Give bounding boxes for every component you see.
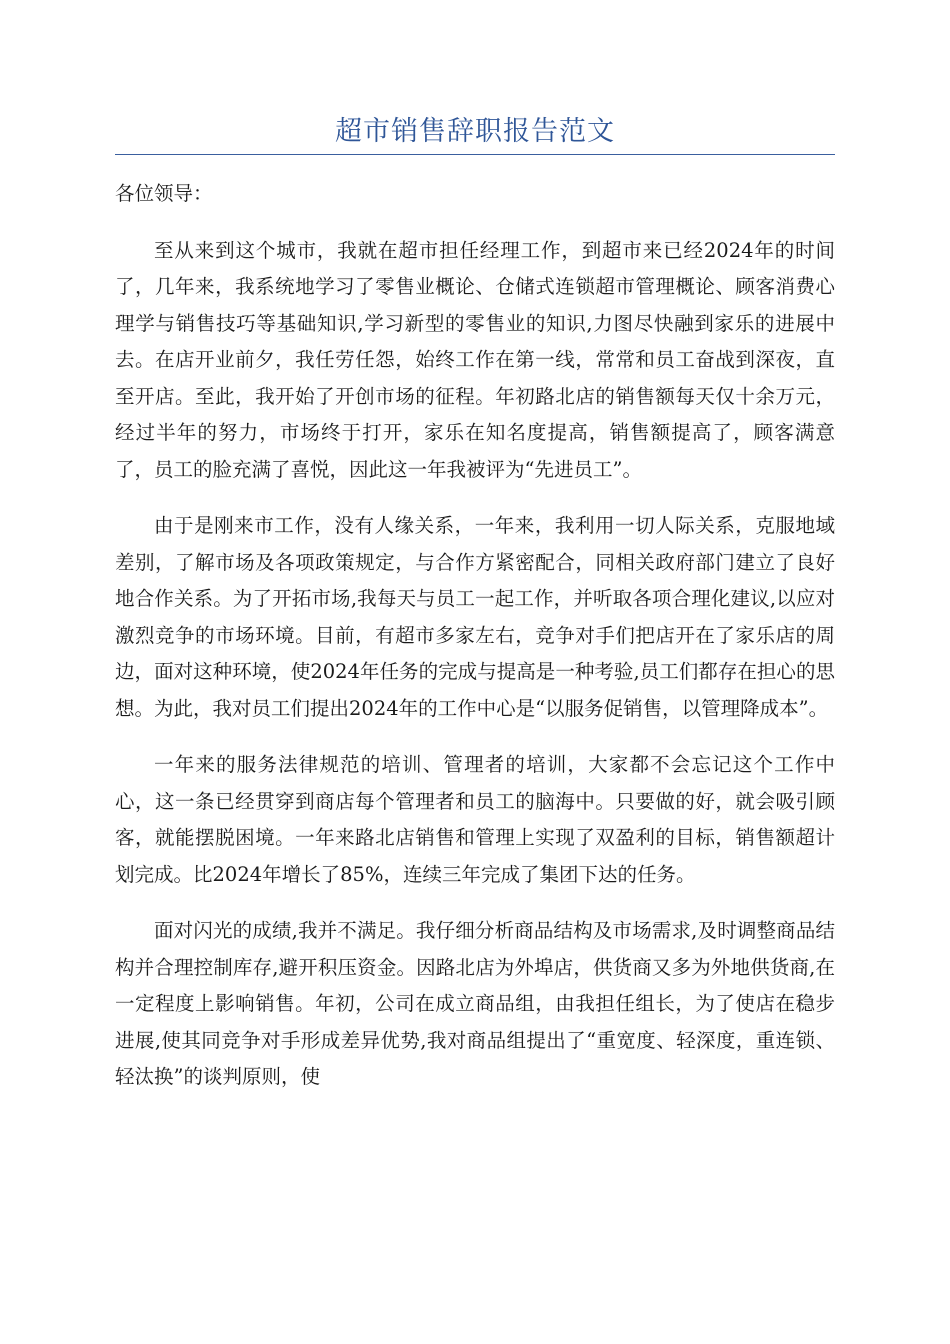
salutation: 各位领导： bbox=[115, 182, 213, 205]
paragraph: 由于是刚来市工作，没有人缘关系，一年来，我利用一切人际关系，克服地域差别，了解市场及各项政策规定，与合作方紧密配合，同相关政府部门建立了良好地合作关系。为了开拓市场,我每天与员工一起工作，并听取各项合理化建议,以应对激烈竞争的市场环境。目前，有超市多家左右，竞争对手们把店开在了家乐店的周边，面对这种环境，使2024年任务的完成与提高是一种考验,员工们都存在担心的思想。为此，我对员工们提出2024年的工作中心是“以服务促销售，以管理降成本”。 bbox=[115, 514, 835, 720]
document-body bbox=[115, 176, 835, 1116]
paragraph: 面对闪光的成绩,我并不满足。我仔细分析商品结构及市场需求,及时调整商品结构并合理控制库存,避开积压资金。因路北店为外埠店，供货商又多为外地供货商,在一定程度上影响销售。年初，公司在成立商品组，由我担任组长，为了使店在稳步进展,使其同竞争对手形成差异优势,我对商品组提出了“重宽度、轻深度，重连锁、轻汰换”的谈判原则，使 bbox=[115, 919, 835, 1088]
paragraph: 至从来到这个城市，我就在超市担任经理工作，到超市来已经2024年的时间了，几年来，我系统地学习了零售业概论、仓储式连锁超市管理概论、顾客消费心理学与销售技巧等基础知识,学习新型的零售业的知识,力图尽快融到家乐的进展中去。在店开业前夕，我任劳任怨，始终工作在第一线，常常和员工奋战到深夜，直至开店。至此，我开始了开创市场的征程。年初路北店的销售额每天仅十余万元，经过半年的努力，市场终于打开，家乐在知名度提高，销售额提高了，顾客满意了，员工的脸充满了喜悦，因此这一年我被评为“先进员工”。 bbox=[115, 238, 835, 481]
paragraph: 一年来的服务法律规范的培训、管理者的培训，大家都不会忘记这个工作中心，这一条已经贯穿到商店每个管理者和员工的脑海中。只要做的好，就会吸引顾客，就能摆脱困境。一年来路北店销售和管理上实现了双盈利的目标，销售额超计划完成。比2024年增长了85%，连续三年完成了集团下达的任务。 bbox=[115, 753, 835, 886]
document-title: 超市销售辞职报告范文 bbox=[335, 116, 615, 147]
title-underline bbox=[115, 154, 835, 155]
